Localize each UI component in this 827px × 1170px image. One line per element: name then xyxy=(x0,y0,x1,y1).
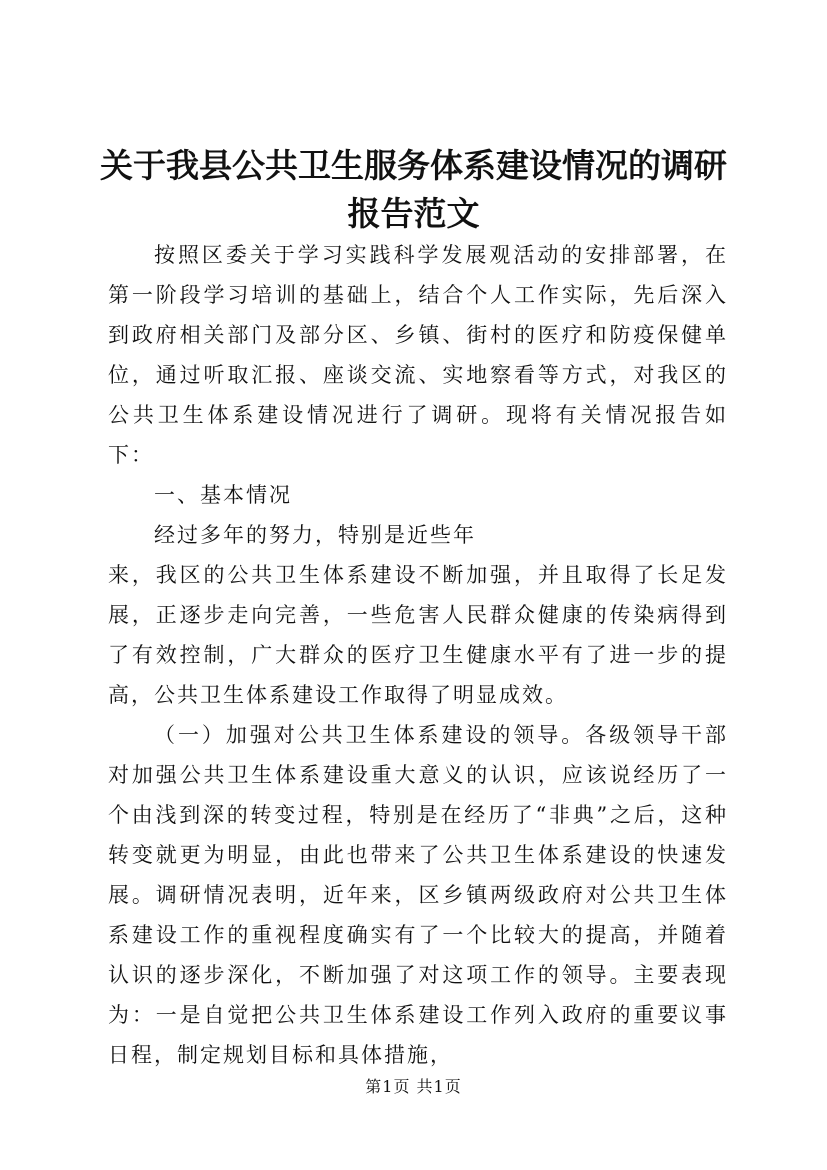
paragraph-achievements: 来，我区的公共卫生体系建设不断加强，并且取得了长足发展，正逐步走向完善，一些危害人民群众健康的传染病得到了有效控制，广大群众的医疗卫生健康水平有了进一步的提高，公共卫生体系建设工作取得了明显成效。 xyxy=(108,563,728,707)
document-title: 关于我县公共卫生服务体系建设情况的调研报告范文 xyxy=(100,146,727,233)
section-heading-basic: 一、基本情况 xyxy=(154,483,292,507)
page-number: 第1页 共1页 xyxy=(365,1077,462,1096)
paragraph-fragment: 经过多年的努力，特别是近些年 xyxy=(154,523,476,547)
paragraph-leadership: （一）加强对公共卫生体系建设的领导。各级领导干部对加强公共卫生体系建设重大意义的认识，应该说经历了一个由浅到深的转变过程，特别是在经历了“非典”之后，这种转变就更为明显，由此也带来了公共卫生体系建设的快速发展。调研情况表明，近年来，区乡镇两级政府对公共卫生体系建设工作的重视程度确实有了一个比较大的提高，并随着认识的逐步深化，不断加强了对这项工作的领导。主要表现为：一是自觉把公共卫生体系建设工作列入政府的重要议事日程，制定规划目标和具体措施， xyxy=(108,723,728,1067)
document-body xyxy=(108,235,728,1075)
paragraph-intro: 按照区委关于学习实践科学发展观活动的安排部署，在第一阶段学习培训的基础上，结合个人工作实际，先后深入到政府相关部门及部分区、乡镇、街村的医疗和防疫保健单位，通过听取汇报、座谈交流、实地察看等方式，对我区的公共卫生体系建设情况进行了调研。现将有关情况报告如下： xyxy=(108,243,728,467)
